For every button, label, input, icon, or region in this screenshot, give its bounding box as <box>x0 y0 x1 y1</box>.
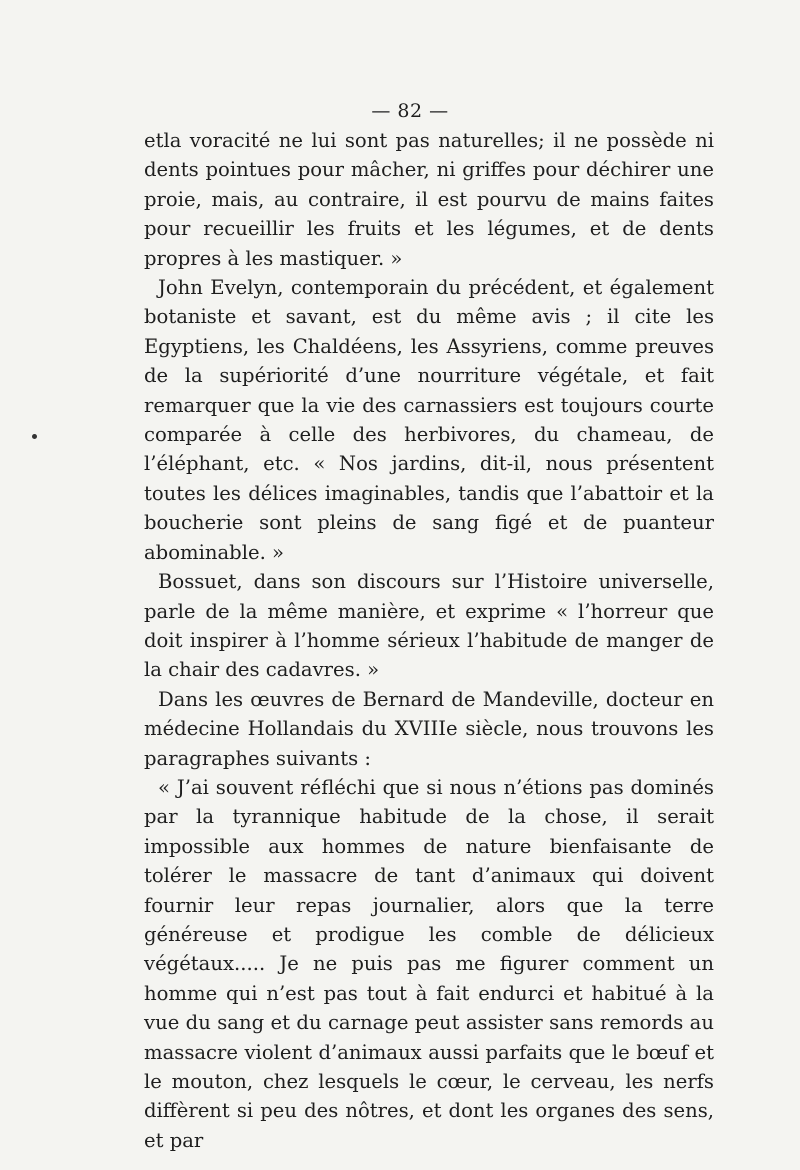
margin-mark <box>32 434 37 439</box>
paragraph-evelyn: John Evelyn, contemporain du précédent, et également botaniste et savant, est du même avis ; il cite les Egyptiens, les Chaldéens, les Assyriens, comme preuves de la supériorité d’une nourriture végétale, et fait remarquer que la vie des carnassiers est toujours courte comparée à celle des herbivores, du chameau, de l’éléphant, etc. « Nos jardins, dit-il, nous présentent toutes les délices imaginables, tandis que l’abattoir et la boucherie sont pleins de sang figé et de puanteur abominable. » <box>144 276 714 564</box>
page-number: — 82 — <box>371 100 449 122</box>
body-text <box>144 126 714 1155</box>
paragraph-continuation: etla voracité ne lui sont pas naturelles; il ne possède ni dents pointues pour mâcher, ni griffes pour déchirer une proie, mais, au contraire, il est pourvu de mains faites pour recueillir les fruits et les légumes, et de dents propres à les mastiquer. » <box>144 129 714 270</box>
paragraph-bossuet: Bossuet, dans son discours sur l’Histoire universelle, parle de la même manière, et exprime « l’horreur que doit inspirer à l’homme sérieux l’habitude de manger de la chair des cadavres. » <box>144 570 714 682</box>
paragraph-mandeville-quote: « J’ai souvent réfléchi que si nous n’étions pas dominés par la tyrannique habitude de la chose, il serait impossible aux hommes de nature bienfaisante de tolérer le massacre de tant d’animaux qui doivent fournir leur repas journalier, alors que la terre généreuse et prodigue les comble de délicieux végétaux..... Je ne puis pas me figurer comment un homme qui n’est pas tout à fait endurci et habitué à la vue du sang et du carnage peut assister sans remords au massacre violent d’animaux aussi parfaits que le bœuf et le mouton, chez lesquels le cœur, le cerveau, les nerfs diffèrent si peu des nôtres, et dont les organes des sens, et par <box>144 775 714 1152</box>
paragraph-mandeville-intro: Dans les œuvres de Bernard de Mandeville, docteur en médecine Hollandais du XVIIIe siècle, nous trouvons les paragraphes suivants : <box>144 687 714 770</box>
